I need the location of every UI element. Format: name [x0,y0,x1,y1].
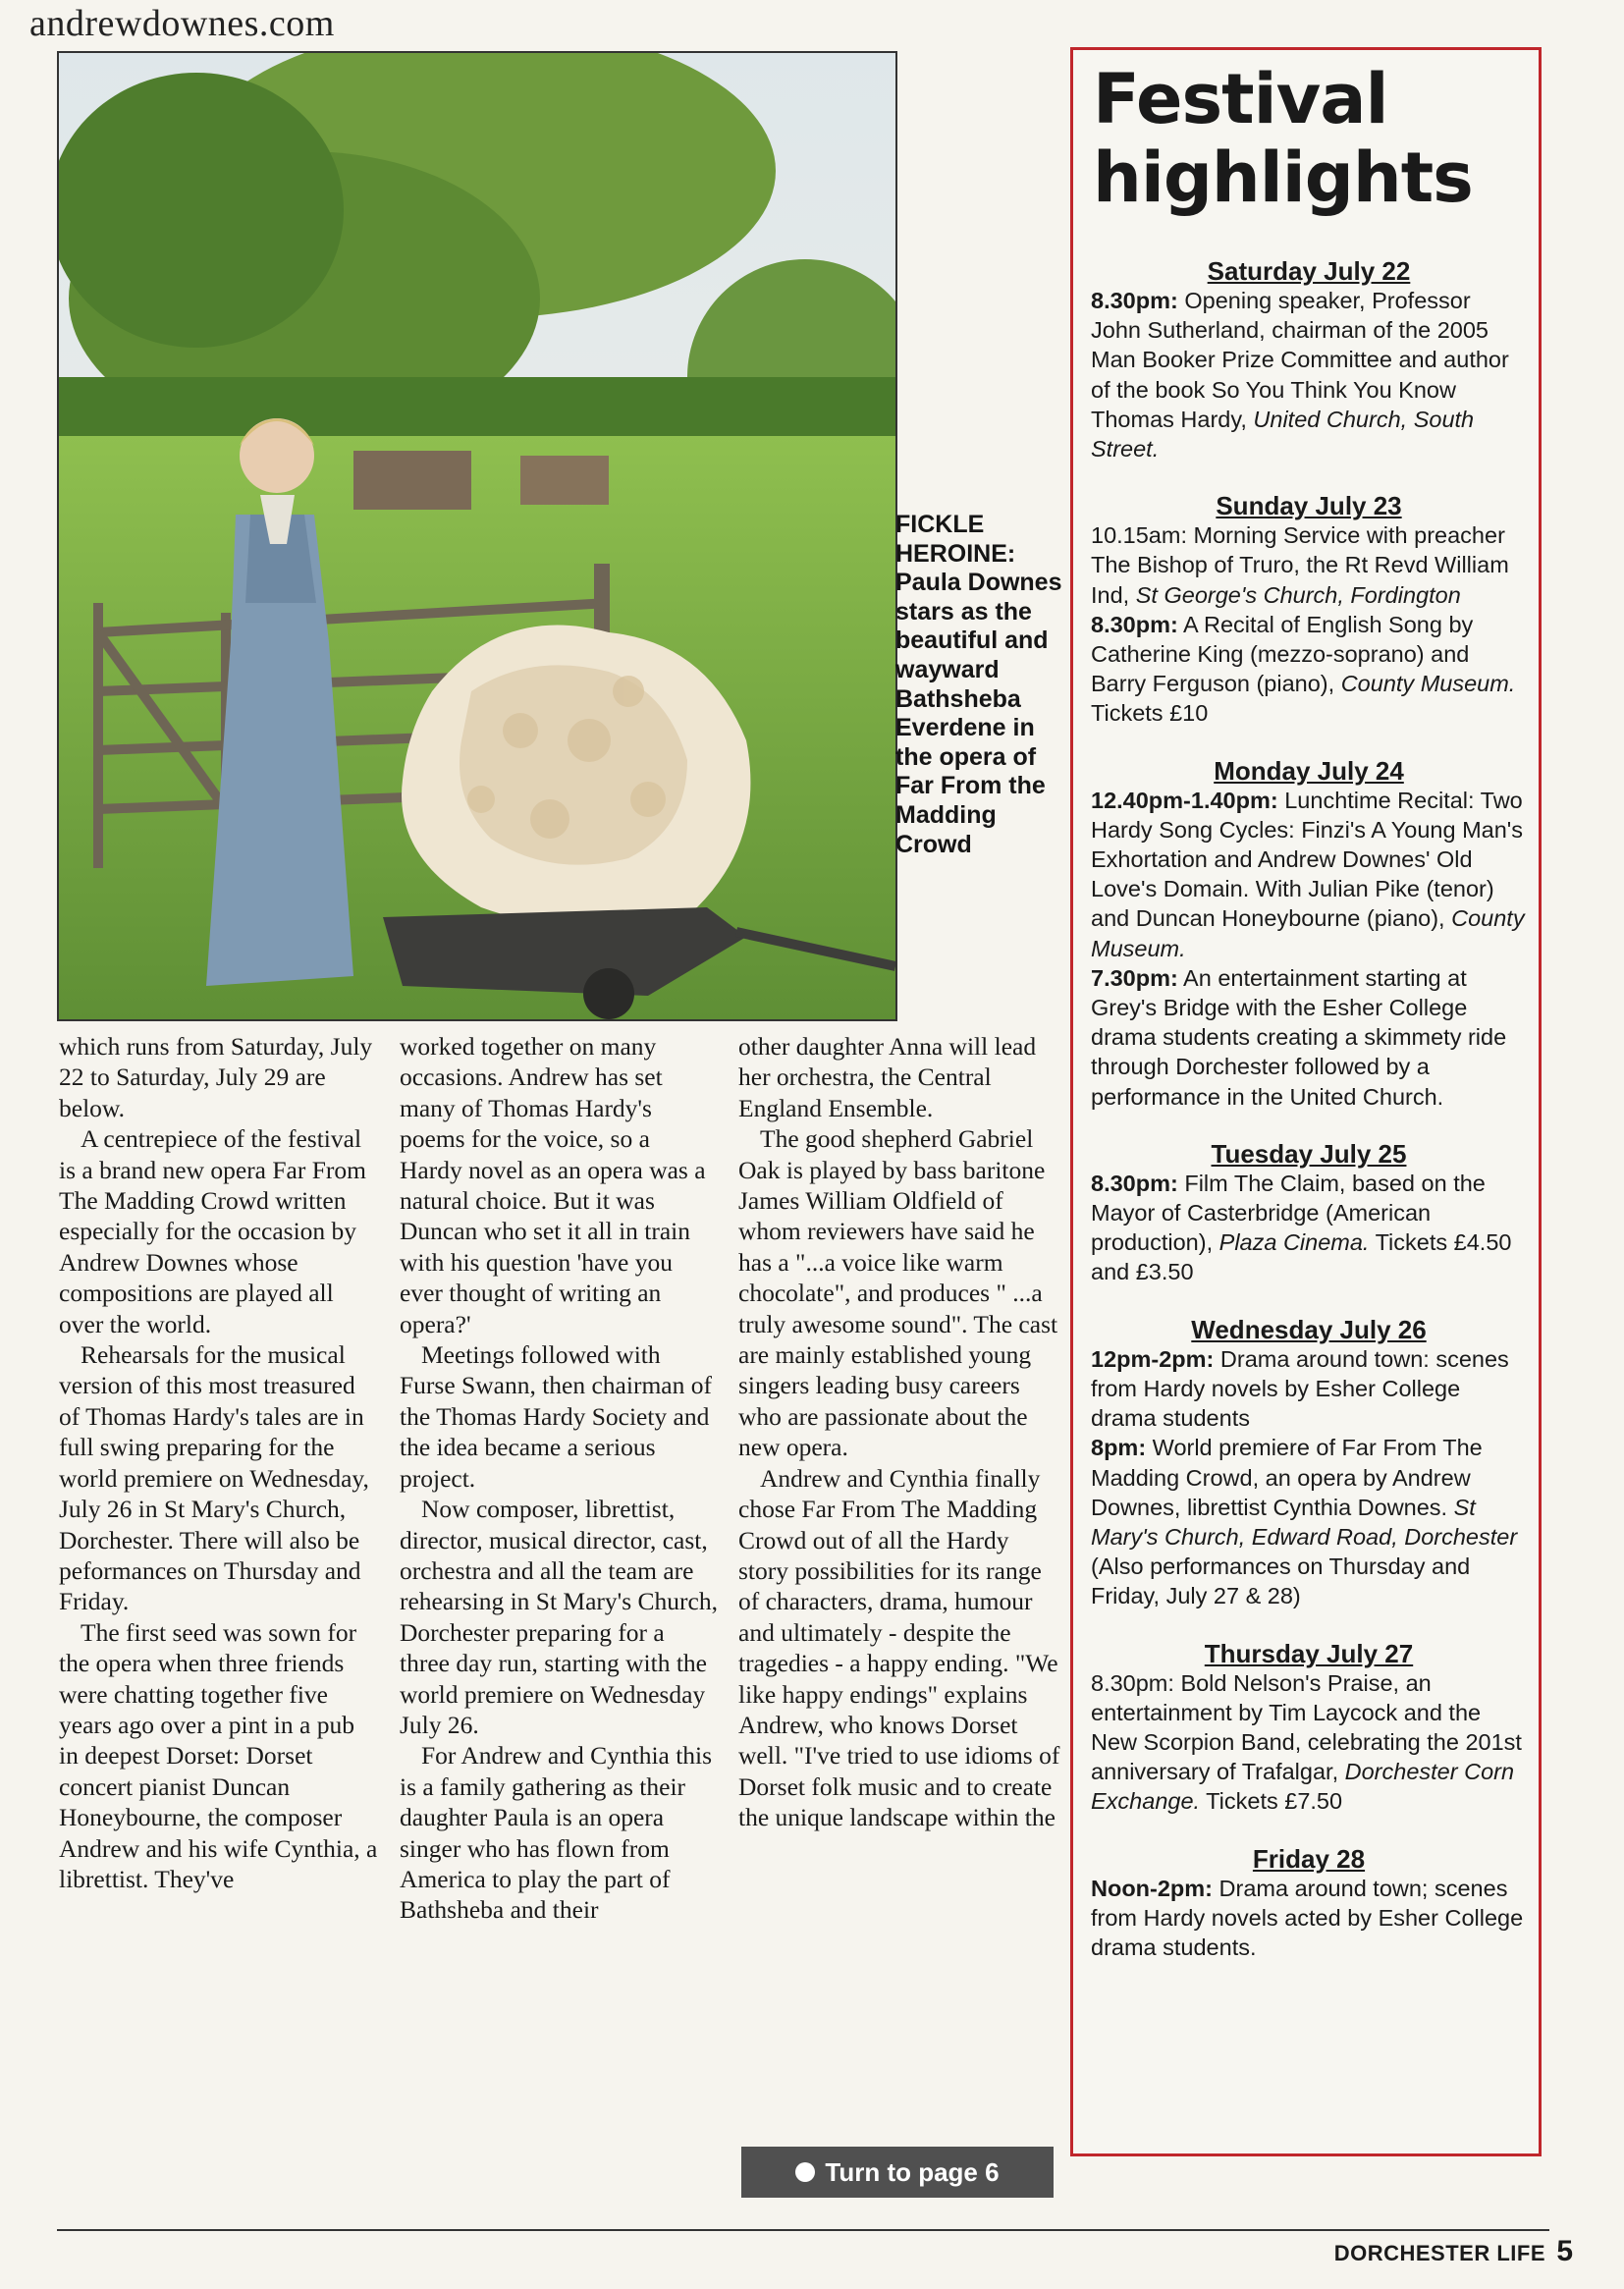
event-time: 8pm: [1091,1435,1147,1461]
event-text: Lunchtime Recital: Two Hardy Song Cycles: Finzi's A Young Man's Exhortation and Andrew Downes' Old Love's Domain. With Julian Pike (tenor) and Duncan Honeybourne (piano), [1091,787,1524,932]
day-spacer [1091,729,1527,756]
day-spacer [1091,1287,1527,1315]
event-text: Drama around town; scenes from Hardy novels acted by Esher College drama students. [1091,1875,1524,1960]
event-time: 8.30pm: [1091,1170,1178,1196]
event-entry [1091,1874,1527,1963]
day-heading: Wednesday July 26 [1191,1314,1427,1344]
event-time: Noon-2pm: [1091,1875,1214,1901]
paragraph: The first seed was sown for the opera when three friends were chatting together five years ago over a pint in a pub in deepest Dorset: Dorset concert pianist Duncan Honeybourne, the composer Andrew and his wife Cynthia, a librettist. They've [59,1617,378,1893]
article-column-1 [59,1031,378,1894]
event-venue: Plaza Cinema. [1218,1229,1370,1256]
bullet-icon [795,2162,815,2182]
event-entry [1091,610,1527,729]
page-number: 5 [1556,2235,1573,2267]
cover-photo [57,51,897,1021]
event-text: A Recital of English Song by Catherine King (mezzo-soprano) and Barry Ferguson (piano), [1091,611,1474,697]
event-entry [1091,286,1527,463]
article-column-2 [400,1031,719,1926]
paragraph: which runs from Saturday, July 22 to Saturday, July 29 are below. [59,1032,373,1122]
paragraph: worked together on many occasions. Andrew has set many of Thomas Hardy's poems for the voice, so a Hardy novel as an opera was a natural choice. But it was Duncan who set it all in train with his question 'have you ever thought of writing an opera?' [400,1032,706,1338]
event-time: 7.30pm: [1091,964,1178,991]
paragraph: other daughter Anna will lead her orchestra, the Central England Ensemble. [738,1032,1037,1122]
day-heading: Saturday July 22 [1207,256,1411,286]
day-spacer [1091,1112,1527,1139]
event-entry [1091,1552,1527,1610]
event-entry [1091,1169,1527,1287]
event-after: Tickets £7.50 [1200,1788,1343,1815]
event-entry [1091,786,1527,963]
event-text: Opening speaker, Professor John Sutherland, chairman of the 2005 Man Booker Prize Committee and author of the book So You Think You Know Thomas Hardy, [1091,288,1509,432]
turn-to-page-banner [741,2147,1054,2198]
day-heading: Thursday July 27 [1204,1638,1414,1668]
day-heading: Tuesday July 25 [1211,1138,1407,1169]
event-venue: St Mary's Church, Edward Road, Dorchester [1091,1494,1518,1550]
event-text: Drama around town: scenes from Hardy novels by Esher College drama students [1091,1345,1509,1432]
event-text: Film The Claim, based on the Mayor of Casterbridge (American production), [1091,1170,1486,1256]
event-text: An entertainment starting at Grey's Bridge with the Esher College drama students creating a skimmety ride through Dorchester followed by a performance in the United Church. [1091,964,1507,1110]
paragraph: Andrew and Cynthia finally chose Far From The Madding Crowd out of all the Hardy story possibilities for its range of characters, drama, humour and ultimately - despite the tragedies - a happy ending. "We like happy endings" explains Andrew, who knows Dorset well. "I've tried to use idioms of Dorset folk music and to create the unique landscape within the [738,1463,1060,1832]
event-entry [1091,963,1527,1112]
event-text: 10.15am: Morning Service with preacher The Bishop of Truro, the Rt Revd William Ind, [1091,522,1509,608]
highlights-title-line-2: highlights [1093,137,1473,218]
event-time: 8.30pm: [1091,611,1178,637]
caption-text: Paula Downes stars as the beautiful and wayward Bathsheba Everdene in the opera of Far From the Madding Crowd [895,569,1062,858]
event-venue: County Museum. [1340,671,1516,697]
event-entry [1091,1433,1527,1552]
event-time: 12.40pm-1.40pm: [1091,787,1278,813]
day-heading: Sunday July 23 [1216,491,1402,521]
day-heading: Friday 28 [1252,1843,1366,1874]
event-entry [1091,1344,1527,1434]
paragraph: The good shepherd Gabriel Oak is played by bass baritone James William Oldfield of whom reviewers have said he has a "...a voice like warm chocolate", and produces " ...a truly awesome sound". The cast are mainly established young singers leading busy careers who are passionate about the new opera. [738,1124,1058,1462]
event-text: World premiere of Far From The Madding Crowd, an opera by Andrew Downes, librettist Cynthia Downes. [1091,1435,1483,1520]
paragraph: A centrepiece of the festival is a brand new opera Far From The Madding Crowd written especially for the occasion by Andrew Downes whose compositions are played all over the world. [59,1124,366,1338]
event-text: 8.30pm: Bold Nelson's Praise, an entertainment by Tim Laycock and the New Scorpion Band, celebrating the 201st anniversary of Trafalgar, [1091,1669,1522,1785]
event-entry [1091,1668,1527,1817]
paragraph: Rehearsals for the musical version of this most treasured of Thomas Hardy's tales are in full swing preparing for the world premiere on Wednesday, July 26 in St Mary's Church, Dorchester. There will also be peformances on Thursday and Friday. [59,1340,369,1616]
paragraph: Meetings followed with Furse Swann, then chairman of the Thomas Hardy Society and the idea became a serious project. [400,1340,712,1493]
footer-rule [57,2229,1549,2231]
event-venue: St George's Church, Fordington [1135,581,1461,608]
highlights-title [1093,60,1473,217]
article-column-3 [738,1031,1060,1833]
photo-caption [895,511,1062,859]
festival-highlights-box [1070,47,1542,2156]
caption-lead: FICKLE HEROINE: [895,511,1016,568]
event-time: 12pm-2pm: [1091,1345,1215,1372]
event-after: Tickets £10 [1091,700,1209,727]
publication-name: DORCHESTER LIFE [1333,2241,1545,2265]
turn-label: Turn to page 6 [825,2156,1000,2187]
day-spacer [1091,1611,1527,1639]
highlights-list [1091,256,1527,1962]
day-spacer [1091,1817,1527,1844]
event-venue: Dorchester Corn Exchange. [1091,1759,1515,1815]
highlights-title-line-1: Festival [1093,59,1388,139]
paragraph: Now composer, librettist, director, musical director, cast, orchestra and all the team are rehearsing in St Mary's Church, Dorchester preparing for a three day run, starting with the world premiere on Wednesday July 26. [400,1495,718,1739]
day-heading: Monday July 24 [1214,755,1404,786]
site-watermark: andrewdownes.com [29,3,335,44]
event-time: 8.30pm: [1091,288,1178,313]
day-spacer [1091,463,1527,491]
event-venue: County Museum. [1091,905,1525,961]
event-entry [1091,520,1527,610]
event-text: (Also performances on Thursday and Friday, July 27 & 28) [1091,1553,1471,1609]
paragraph: For Andrew and Cynthia this is a family gathering as their daughter Paula is an opera singer who has flown from America to play the part of Bathsheba and their [400,1741,713,1925]
event-venue: United Church, South Street. [1091,406,1475,463]
event-after: Tickets £4.50 and £3.50 [1091,1229,1512,1285]
